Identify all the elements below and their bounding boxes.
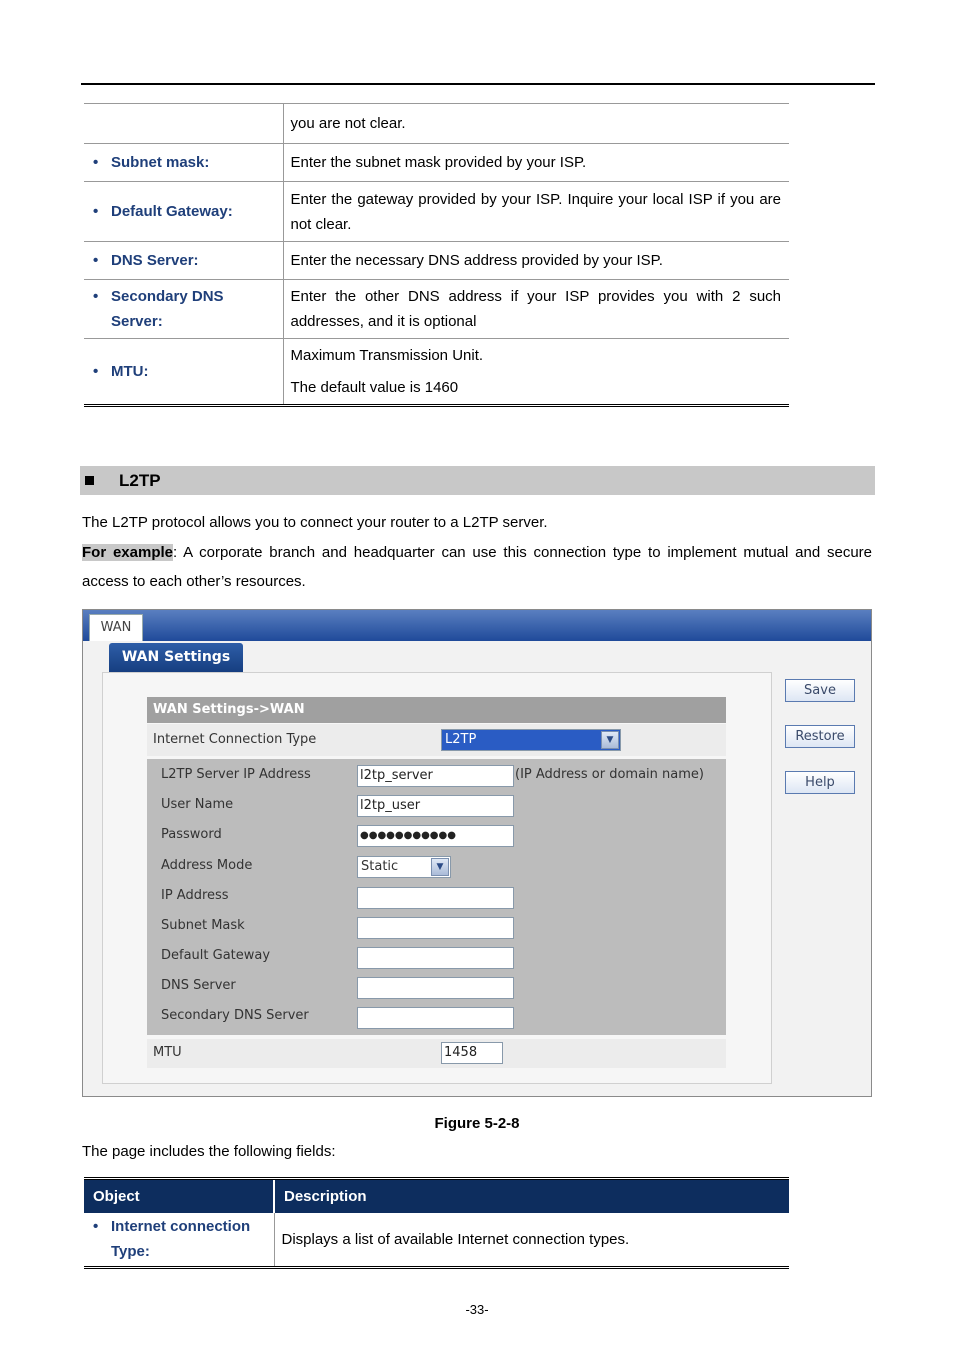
connection-type-select[interactable] (441, 729, 621, 751)
title-bar (83, 610, 871, 641)
dns-server-input[interactable] (357, 977, 514, 999)
example-text: : A corporate branch and headquarter can use this connection type to implement mutual and secure access to each other’s resources. (82, 544, 872, 590)
form-panel (147, 697, 726, 1068)
intro-paragraph: The L2TP protocol allows you to connect your router to a L2TP server. (82, 514, 548, 531)
description-line: Maximum Transmission Unit. (290, 347, 484, 364)
section-title: L2TP (119, 470, 161, 490)
bullet-icon: • (93, 154, 99, 171)
object-cell (84, 104, 283, 144)
description-cell (283, 339, 789, 406)
description-header: Description (274, 1179, 789, 1213)
page-number: -33- (465, 1302, 489, 1317)
header-rule (81, 83, 875, 85)
table-row (84, 104, 789, 144)
object-cell (84, 144, 283, 182)
table-row (84, 280, 789, 339)
section-heading (80, 466, 875, 495)
field-label: IP Address (161, 888, 229, 903)
table-row (84, 182, 789, 242)
restore-button[interactable]: Restore (785, 725, 855, 748)
bullet-icon: • (93, 252, 99, 269)
table-row (84, 1213, 789, 1268)
object-label: Secondary DNS Server: (111, 288, 224, 330)
fields-intro: The page includes the following fields: (82, 1143, 336, 1160)
object-label: DNS Server: (111, 252, 199, 269)
connection-type-label: Internet Connection Type (153, 732, 317, 747)
default-gateway-input[interactable] (357, 947, 514, 969)
description-cell: Enter the subnet mask provided by your ISP. (283, 144, 789, 182)
table-row (84, 144, 789, 182)
example-paragraph (82, 538, 872, 596)
object-label: Subnet mask: (111, 154, 210, 171)
l2tp-fields-area (147, 759, 726, 1035)
object-header: Object (84, 1179, 274, 1213)
tab-wan-settings[interactable]: WAN Settings (109, 643, 243, 672)
connection-type-row (147, 724, 726, 756)
wan-settings-screenshot (82, 609, 872, 1097)
chevron-down-icon: ▼ (601, 731, 619, 749)
user-name-input[interactable]: l2tp_user (357, 795, 514, 817)
help-button[interactable]: Help (785, 771, 855, 794)
field-label: User Name (161, 797, 234, 812)
field-label: DNS Server (161, 978, 236, 993)
object-line: Internet connection (111, 1218, 251, 1236)
description-cell: Enter the necessary DNS address provided by your ISP. (283, 242, 789, 280)
ip-address-input[interactable] (357, 887, 514, 909)
object-label (111, 1214, 250, 1264)
description-cell: Displays a list of available Internet connection types. (274, 1213, 789, 1268)
field-label: Default Gateway (161, 948, 271, 963)
bullet-icon: • (93, 203, 99, 220)
object-cell (84, 182, 283, 242)
subnet-mask-input[interactable] (357, 917, 514, 939)
fields-table (84, 1177, 789, 1269)
field-label: Password (161, 827, 222, 842)
connection-type-value: L2TP (445, 732, 477, 747)
object-line: Type: (111, 1243, 150, 1261)
table-header-row (84, 1179, 789, 1213)
description-cell: Enter the gateway provided by your ISP. Inquire your local ISP if you are not clear. (283, 182, 789, 242)
form-header: WAN Settings->WAN (147, 697, 726, 723)
password-input[interactable]: ●●●●●●●●●●● (357, 825, 514, 847)
parameter-table (84, 103, 789, 407)
secondary-dns-input[interactable] (357, 1007, 514, 1029)
object-label: Default Gateway: (111, 203, 233, 220)
l2tp-server-input[interactable]: l2tp_server (357, 765, 514, 787)
bullet-icon: • (93, 1218, 99, 1236)
tab-wan[interactable]: WAN (89, 614, 143, 641)
table-row (84, 339, 789, 406)
field-hint: (IP Address or domain name) (515, 767, 704, 782)
address-mode-select[interactable] (357, 856, 451, 878)
field-label: Address Mode (161, 858, 253, 873)
bullet-icon: • (93, 363, 99, 380)
bullet-icon: • (93, 288, 99, 305)
object-cell (84, 1213, 274, 1268)
table-row (84, 242, 789, 280)
mtu-label: MTU (153, 1045, 182, 1060)
field-label: L2TP Server IP Address (161, 767, 311, 782)
description-line: The default value is 1460 (290, 379, 459, 396)
figure-caption: Figure 5-2-8 (434, 1115, 520, 1132)
description-cell: you are not clear. (283, 104, 789, 144)
object-cell (84, 242, 283, 280)
chevron-down-icon: ▼ (431, 858, 449, 876)
save-button[interactable]: Save (785, 679, 855, 702)
field-label: Secondary DNS Server (161, 1008, 309, 1023)
object-cell (84, 280, 283, 339)
square-bullet-icon (85, 476, 94, 485)
example-label: For example (82, 544, 173, 561)
field-label: Subnet Mask (161, 918, 245, 933)
mtu-input[interactable]: 1458 (441, 1042, 503, 1064)
description-cell: Enter the other DNS address if your ISP provides you with 2 such addresses, and it is optional (283, 280, 789, 339)
address-mode-value: Static (361, 859, 399, 874)
object-label: MTU: (111, 363, 149, 380)
object-cell (84, 339, 283, 406)
mtu-row (147, 1039, 726, 1068)
